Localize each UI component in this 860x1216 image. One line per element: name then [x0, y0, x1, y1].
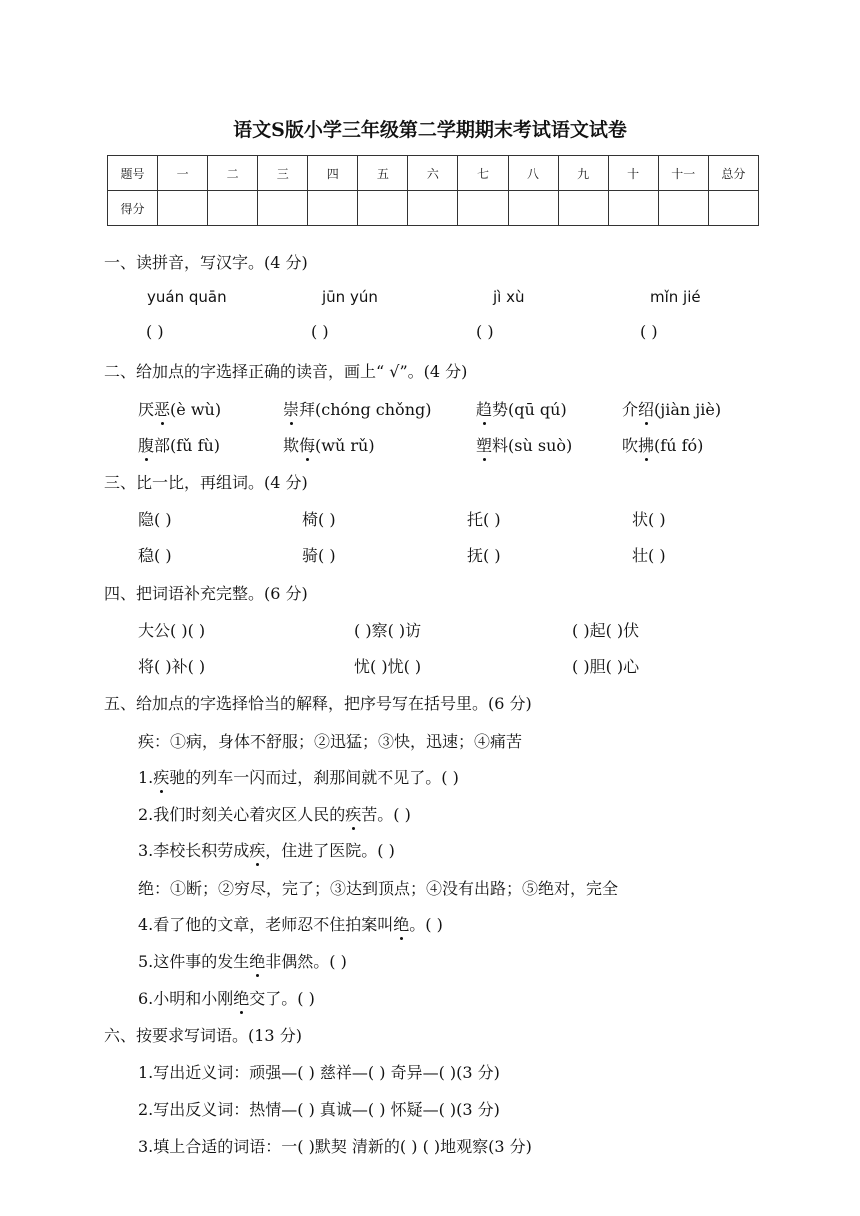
- score-cell[interactable]: [708, 191, 758, 226]
- definition-line: 疾：①病，身体不舒服；②迅猛；③快，迅速；④痛苦: [138, 732, 523, 751]
- table-cell: 十: [608, 156, 658, 191]
- section-heading-4: 四、把词语补充完整。(6 分): [104, 584, 308, 603]
- question-line[interactable]: 3.李校长积劳成疾，住进了医院。( ): [138, 838, 395, 861]
- score-cell[interactable]: [408, 191, 458, 226]
- answer-blank[interactable]: ( ): [640, 322, 658, 341]
- word-blank[interactable]: 隐( ): [138, 510, 172, 529]
- score-cell[interactable]: [208, 191, 258, 226]
- table-cell: 三: [258, 156, 308, 191]
- idiom-blank[interactable]: ( )起( )伏: [572, 621, 640, 640]
- score-table: [107, 155, 759, 226]
- dotted-char: 崇: [283, 397, 299, 420]
- answer-blank[interactable]: ( ): [476, 322, 494, 341]
- score-cell[interactable]: [658, 191, 708, 226]
- pronunciation-item[interactable]: 腹部(fǔ fù): [138, 433, 220, 456]
- question-line[interactable]: 3.填上合适的词语：一( )默契 清新的( ) ( )地观察(3 分): [138, 1137, 532, 1156]
- dotted-char: 绝: [249, 949, 265, 972]
- dotted-char: 疾: [153, 765, 169, 788]
- pinyin-item: mǐn jié: [650, 288, 701, 306]
- score-table-score-row: [108, 191, 759, 226]
- pinyin-item: yuán quān: [147, 288, 227, 306]
- score-cell[interactable]: [258, 191, 308, 226]
- word-blank[interactable]: 抚( ): [467, 546, 501, 565]
- question-line[interactable]: 2.写出反义词：热情—( ) 真诚—( ) 怀疑—( )(3 分): [138, 1100, 500, 1119]
- dotted-char: 疾: [345, 802, 361, 825]
- score-cell[interactable]: [158, 191, 208, 226]
- idiom-blank[interactable]: ( )察( )访: [354, 621, 422, 640]
- answer-blank[interactable]: ( ): [311, 322, 329, 341]
- dotted-char: 恶: [154, 397, 170, 420]
- pronunciation-item[interactable]: 吹拂(fú fó): [622, 433, 703, 456]
- section-heading-5: 五、给加点的字选择恰当的解释，把序号写在括号里。(6 分): [104, 694, 532, 713]
- word-blank[interactable]: 托( ): [467, 510, 501, 529]
- score-cell[interactable]: [558, 191, 608, 226]
- dotted-char: 绝: [233, 986, 249, 1009]
- table-cell: 题号: [108, 156, 158, 191]
- question-line[interactable]: 1.疾驰的列车一闪而过，刹那间就不见了。( ): [138, 765, 459, 788]
- score-table-header-row: [108, 156, 759, 191]
- question-line[interactable]: 6.小明和小刚绝交了。( ): [138, 986, 315, 1009]
- dotted-char: 拂: [638, 433, 654, 456]
- answer-blank[interactable]: ( ): [146, 322, 164, 341]
- dotted-char: 侮: [299, 433, 315, 456]
- section-heading-2: 二、给加点的字选择正确的读音，画上“ √”。(4 分): [104, 362, 468, 381]
- score-cell[interactable]: [608, 191, 658, 226]
- table-cell: 四: [308, 156, 358, 191]
- score-cell[interactable]: [508, 191, 558, 226]
- pinyin-item: jūn yún: [322, 288, 378, 306]
- score-cell[interactable]: [458, 191, 508, 226]
- page-title: 语文S版小学三年级第二学期期末考试语文试卷: [233, 119, 627, 141]
- word-blank[interactable]: 稳( ): [138, 546, 172, 565]
- table-cell: 八: [508, 156, 558, 191]
- table-cell: 六: [408, 156, 458, 191]
- pronunciation-item[interactable]: 厌恶(è wù): [138, 397, 221, 420]
- table-cell: 总分: [708, 156, 758, 191]
- pronunciation-item[interactable]: 趋势(qū qú): [476, 397, 567, 420]
- dotted-char: 绍: [638, 397, 654, 420]
- word-blank[interactable]: 壮( ): [632, 546, 666, 565]
- table-cell: 九: [558, 156, 608, 191]
- table-cell: 五: [358, 156, 408, 191]
- pronunciation-item[interactable]: 欺侮(wǔ rǔ): [283, 433, 375, 456]
- pronunciation-item[interactable]: 塑料(sù suò): [476, 433, 572, 456]
- word-blank[interactable]: 状( ): [632, 510, 666, 529]
- dotted-char: 绝: [393, 912, 409, 935]
- section-heading-1: 一、读拼音，写汉字。(4 分): [104, 253, 308, 272]
- table-cell: 二: [208, 156, 258, 191]
- table-cell: 十一: [658, 156, 708, 191]
- idiom-blank[interactable]: ( )胆( )心: [572, 657, 640, 676]
- pronunciation-item[interactable]: 崇拜(chóng chǒng): [283, 397, 431, 420]
- table-cell: 七: [458, 156, 508, 191]
- dotted-char: 趋: [476, 397, 492, 420]
- definition-line: 绝：①断；②穷尽，完了；③达到顶点；④没有出路；⑤绝对，完全: [138, 879, 619, 898]
- question-line[interactable]: 1.写出近义词：顽强—( ) 慈祥—( ) 奇异—( )(3 分): [138, 1063, 500, 1082]
- table-cell: 得分: [108, 191, 158, 226]
- word-blank[interactable]: 骑( ): [302, 546, 336, 565]
- dotted-char: 腹: [138, 433, 154, 456]
- score-cell[interactable]: [358, 191, 408, 226]
- question-line[interactable]: 4.看了他的文章，老师忍不住拍案叫绝。( ): [138, 912, 443, 935]
- word-blank[interactable]: 椅( ): [302, 510, 336, 529]
- dotted-char: 塑: [476, 433, 492, 456]
- pronunciation-item[interactable]: 介绍(jiàn jiè): [622, 397, 721, 420]
- section-heading-3: 三、比一比，再组词。(4 分): [104, 473, 308, 492]
- question-line[interactable]: 5.这件事的发生绝非偶然。( ): [138, 949, 347, 972]
- table-cell: 一: [158, 156, 208, 191]
- dotted-char: 疾: [249, 838, 265, 861]
- question-line[interactable]: 2.我们时刻关心着灾区人民的疾苦。( ): [138, 802, 411, 825]
- idiom-blank[interactable]: 大公( )( ): [138, 621, 206, 640]
- section-heading-6: 六、按要求写词语。(13 分): [104, 1026, 302, 1045]
- pinyin-item: jì xù: [493, 288, 525, 306]
- idiom-blank[interactable]: 忧( )忧( ): [354, 657, 422, 676]
- idiom-blank[interactable]: 将( )补( ): [138, 657, 206, 676]
- score-cell[interactable]: [308, 191, 358, 226]
